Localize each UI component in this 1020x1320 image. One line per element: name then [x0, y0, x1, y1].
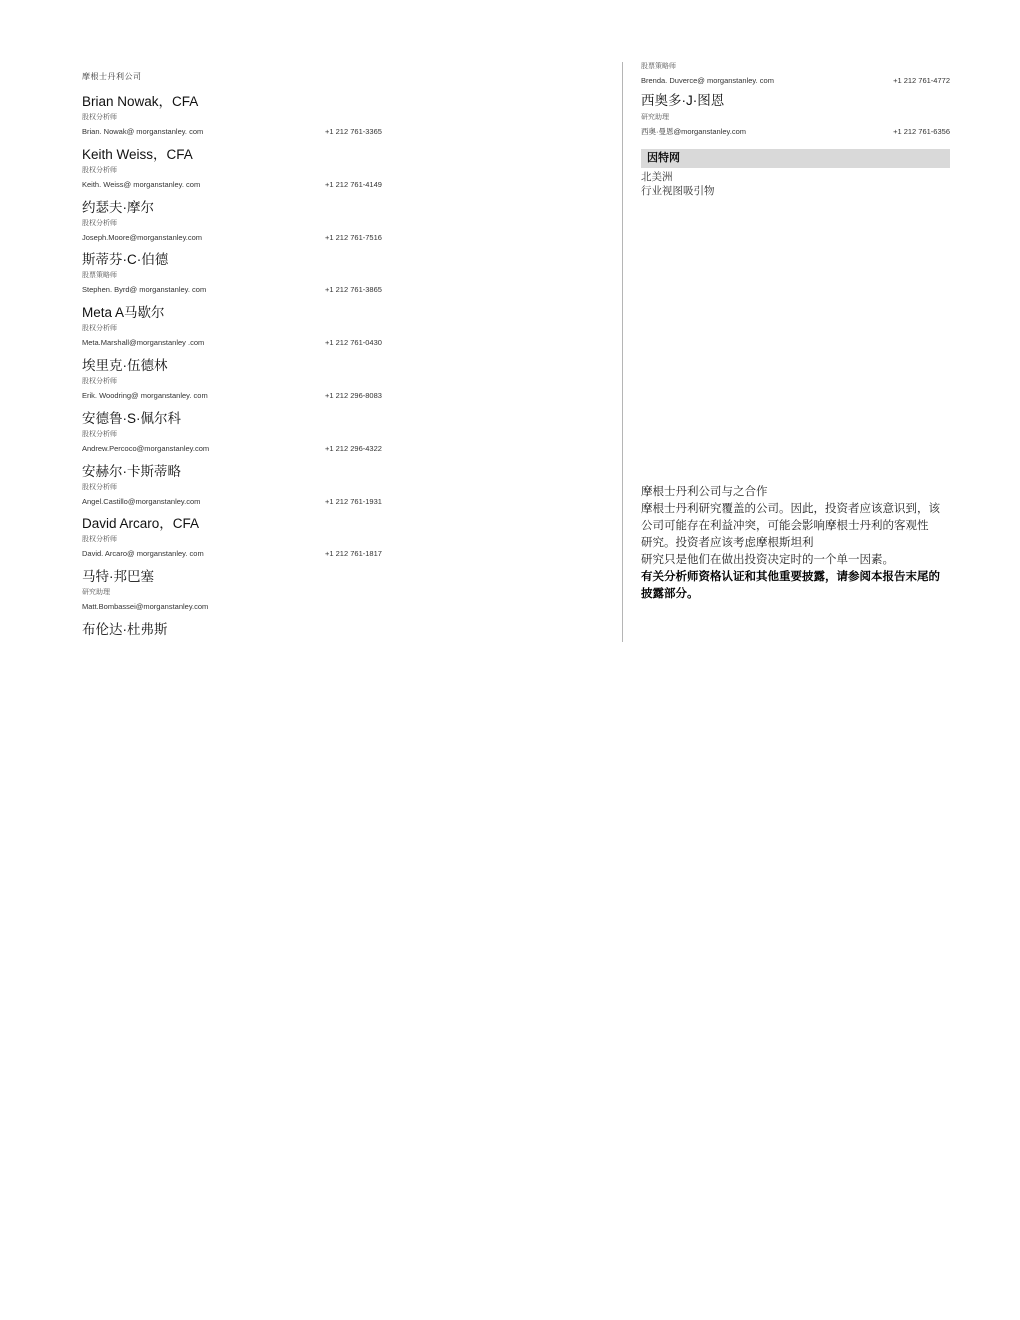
analyst-email[interactable]: Brian. Nowak@ morganstanley. com	[82, 127, 204, 136]
analyst-contact	[641, 125, 950, 139]
analyst-email[interactable]: Stephen. Byrd@ morganstanley. com	[82, 285, 207, 295]
analyst-name: Keith Weiss，CFA	[82, 146, 193, 162]
disclaimer-line: 摩根士丹利研究覆盖的公司。因此，投资者应该意识到，该公司可能存在利益冲突，可能会影响摩根士丹利的客观性	[641, 503, 940, 532]
analyst-email[interactable]: Angel.Castillo@morganstanley.com	[82, 496, 201, 506]
analyst-entry	[82, 145, 392, 198]
analyst-role: 股权分析师	[82, 536, 117, 544]
analyst-phone: +1 212 296-4322	[325, 443, 382, 453]
disclosure-notice: 有关分析师资格认证和其他重要披露，请参阅本报告末尾的披露部分。	[641, 571, 940, 600]
analyst-email[interactable]: Andrew.Percoco@morganstanley.com	[82, 443, 210, 453]
analyst-name: Brian Nowak，CFA	[82, 94, 199, 109]
analyst-phone: +1 212 761-4149	[325, 179, 382, 189]
analyst-email[interactable]: David. Arcaro@ morganstanley. com	[82, 549, 204, 559]
analyst-phone: +1 212 761-3865	[325, 285, 382, 295]
analyst-name: 安德鲁·S·佩尔科	[82, 410, 181, 426]
analyst-contact	[82, 547, 392, 561]
analyst-entry	[82, 198, 392, 251]
analyst-name: 布伦达·杜弗斯	[82, 621, 168, 637]
analyst-contact	[82, 336, 392, 350]
analyst-contact	[82, 178, 392, 192]
analyst-role: 研究助理	[82, 589, 110, 597]
analyst-entry	[82, 462, 392, 515]
analyst-entry	[82, 303, 392, 356]
analyst-role: 股权分析师	[82, 325, 117, 333]
right-column	[641, 60, 950, 198]
analyst-role: 股权分析师	[82, 430, 117, 438]
company-label: 摩根士丹利公司	[82, 72, 142, 81]
analyst-contact	[82, 442, 392, 456]
analyst-email[interactable]: Joseph.Moore@morganstanley.com	[82, 232, 203, 242]
analyst-contact	[82, 231, 392, 245]
industry-region: 北美洲	[641, 171, 673, 183]
analyst-role: 股权分析师	[82, 114, 117, 121]
analyst-entry	[82, 250, 392, 303]
analyst-contact	[82, 389, 392, 403]
disclaimer	[641, 484, 946, 603]
analyst-list	[82, 70, 392, 673]
analyst-entry	[82, 409, 392, 462]
analyst-name: 约瑟夫·摩尔	[82, 199, 154, 215]
analyst-entry	[82, 356, 392, 409]
analyst-phone: +1 212 296-8083	[325, 390, 382, 400]
analyst-role: 股权分析师	[82, 166, 117, 174]
analyst-phone: +1 212 761-1931	[325, 496, 382, 506]
analyst-phone: +1 212 761-7516	[325, 232, 382, 242]
analyst-entry	[82, 514, 392, 567]
analyst-phone: +1 212 761-1817	[325, 549, 382, 559]
disclaimer-line: 研究只是他们在做出投资决定时的一个单一因素。	[641, 554, 894, 566]
analyst-name: 斯蒂芬·C·伯德	[82, 252, 169, 268]
analyst-name: 埃里克·伍德林	[82, 357, 168, 373]
analyst-contact	[82, 125, 392, 139]
analyst-email[interactable]: Keith. Weiss@ morganstanley. com	[82, 179, 201, 189]
analyst-name: 马特·邦巴塞	[82, 569, 154, 585]
analyst-contact	[82, 283, 392, 297]
analyst-contact	[641, 74, 950, 88]
disclaimer-line: 研究。投资者应该考虑摩根斯坦利	[641, 537, 814, 549]
analyst-entry	[82, 620, 392, 673]
industry-header: 因特网	[641, 149, 950, 168]
analyst-name: Meta A马歇尔	[82, 305, 165, 321]
analyst-role: 研究助理	[641, 114, 669, 121]
analyst-email[interactable]: Brenda. Duverce@ morganstanley. com	[641, 76, 774, 85]
analyst-role: 股权分析师	[82, 483, 117, 491]
analyst-name: 西奥多·J·图恩	[641, 93, 725, 108]
analyst-phone: +1 212 761-0430	[325, 338, 382, 348]
analyst-contact	[82, 600, 392, 614]
industry-view: 行业视图吸引物	[641, 185, 715, 197]
analyst-name: 安赫尔·卡斯蒂略	[82, 463, 181, 479]
analyst-phone: +1 212 761-3365	[325, 127, 382, 136]
analyst-entry	[82, 567, 392, 620]
analyst-role: 股权分析师	[82, 377, 117, 385]
analyst-role: 股票策略师	[641, 63, 676, 70]
disclaimer-line: 摩根士丹利公司与之合作	[641, 486, 768, 498]
analyst-phone: +1 212 761-6356	[893, 127, 950, 136]
analyst-role: 股权分析师	[82, 219, 117, 227]
column-divider	[622, 62, 623, 642]
analyst-role: 股票策略师	[82, 272, 117, 280]
analyst-name: David Arcaro，CFA	[82, 516, 200, 532]
analyst-entry	[82, 92, 392, 145]
analyst-email[interactable]: Erik. Woodring@ morganstanley. com	[82, 390, 208, 400]
analyst-email[interactable]: Matt.Bombassei@morganstanley.com	[82, 602, 209, 612]
analyst-email[interactable]: Meta.Marshall@morganstanley .com	[82, 338, 205, 348]
analyst-phone: +1 212 761-4772	[893, 76, 950, 85]
analyst-contact	[82, 495, 392, 509]
analyst-email[interactable]: 西奥·曼恩@morganstanley.com	[641, 127, 746, 136]
